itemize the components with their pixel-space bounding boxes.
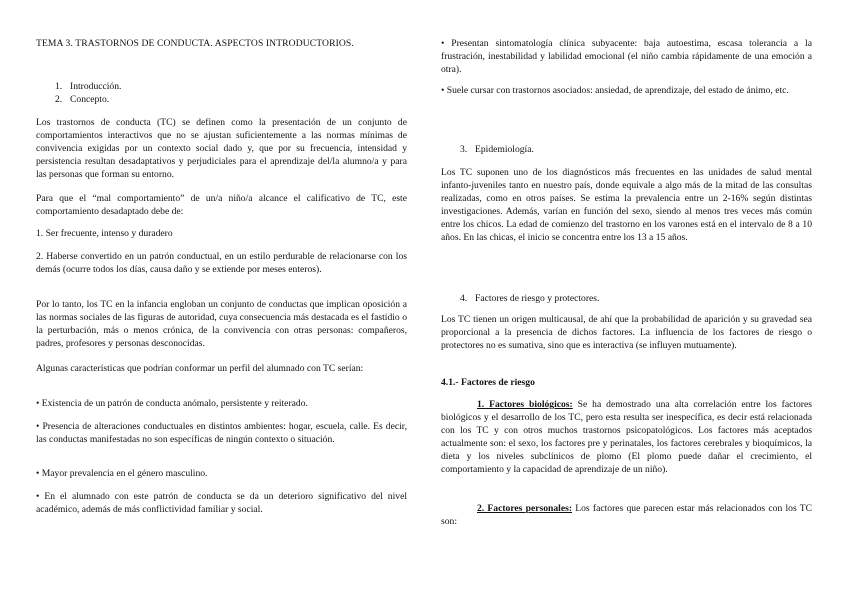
toc-item-2-label: Concepto. [70, 94, 110, 105]
toc-item-1 [55, 80, 121, 93]
toc-item-2 [55, 93, 109, 106]
section-4-title: Factores de riesgo y protectores. [475, 293, 600, 304]
paragraph-requirements-intro: Para que el “mal comportamiento” de un/a niño/a alcance el calificativo de TC, este comportamiento desadaptado debe de: [36, 193, 407, 217]
personal-factors-label: 2. Factores personales: [477, 503, 573, 514]
requirement-2: 2. Haberse convertido en un patrón conductual, en un estilo perdurable de relacionarse con los demás (ocurre todos los días, causa daño y se extiende por meses enteros). [36, 251, 407, 275]
requirement-1: 1. Ser frecuente, intenso y duradero [36, 228, 173, 239]
paragraph-definition: Los trastornos de conducta (TC) se definen como la presentación de un conjunto de comportamientos interactivos que no se ajustan suficientemente a las normas mínimas de convivencia exigidas por un contexto social dado y, que por su frecuencia, intensidad y persistencia resultan desadaptativos y perjudiciales para el aprendizaje del/la alumno/a y para las personas que forman su entorno. [36, 117, 407, 180]
paragraph-epidemiology: Los TC suponen uno de los diagnósticos más frecuentes en las unidades de salud mental infanto-juveniles tanto en nuestro país, donde equivale a algo más de la mitad de las consultas realizadas, como en otros países. Se estima la prevalencia entre un 2-16% según distintas investigaciones. Además, varían en función del sexo, siendo al menos tres veces más común entre los chicos. La edad de comienzo del trastorno en los varones está en el intervalo de 8 a 10 años. En las chicas, el inicio se concentra entre los 13 a 15 años. [441, 167, 812, 243]
toc-item-2-number: 2. [55, 94, 63, 105]
paragraph-biological-factors [441, 398, 812, 476]
section-4-number: 4. [460, 293, 468, 304]
paragraph-personal-factors [441, 502, 812, 528]
bullet-associated: • Suele cursar con trastornos asociados: ansiedad, de aprendizaje, del estado de ánimo, etc. [441, 85, 789, 96]
toc-item-1-number: 1. [55, 81, 63, 92]
section-heading-3 [460, 143, 534, 156]
toc-item-1-label: Introducción. [70, 81, 122, 92]
section-heading-4 [460, 292, 599, 305]
bullet-symptoms: • Presentan sintomatología clínica subyacente: baja autoestima, escasa tolerancia a la frustración, inestabilidad y labilidad emocional (el niño cambia rápidamente de una emoción a otra). [441, 38, 812, 75]
subsection-heading-4-1: 4.1.- Factores de riesgo [441, 377, 535, 388]
biological-factors-label: 1. Factores biológicos: [477, 399, 573, 410]
paragraph-multicausal: Los TC tienen un origen multicausal, de ahí que la probabilidad de aparición y su gravedad sea proporcional a la presencia de dichos factores. La influencia de los factores de riesgo o protectores no es sumativa, sino que es interactiva (se influyen mutuamente). [441, 314, 812, 351]
bullet-academic: • En el alumnado con este patrón de conducta se da un deterioro significativo del nivel académico, además de más conflictividad familiar y social. [36, 491, 407, 515]
paragraph-tc-infancia: Por lo tanto, los TC en la infancia engloban un conjunto de conductas que implican oposición a las normas sociales de las figuras de autoridad, cuya consecuencia más destacada es el fastidio o la perturbación, más o menos crónica, de la convivencia con otras personas: compañeros, padres, profesores y personas desconocidas. [36, 299, 407, 349]
paragraph-characteristics-intro: Algunas características que podrían conformar un perfil del alumnado con TC serían: [36, 363, 364, 374]
section-3-title: Epidemiología. [475, 144, 534, 155]
bullet-pattern: • Existencia de un patrón de conducta anómalo, persistente y reiterado. [36, 398, 308, 409]
bullet-environments: • Presencia de alteraciones conductuales en distintos ambientes: hogar, escuela, calle. Es decir, las conductas manifestadas no son específicas de ningún contexto o situación. [36, 421, 407, 445]
document-title: TEMA 3. TRASTORNOS DE CONDUCTA. ASPECTOS INTRODUCTORIOS. [36, 38, 354, 49]
biological-factors-text: Se ha demostrado una alta correlación entre los factores biológicos y el desarrollo de los TC, pero esta resulta ser inespecífica, es decir está relacionada con los TC y con otros muchos trastornos psicopatológicos. Los factores más aceptados actualmente son: el sexo, los factores pre y perinatales, los factores cerebrales y bioquímicos, la dieta y los niveles subclínicos de plomo (El plomo puede dañar el crecimiento, el comportamiento y la capacidad de aprendizaje de un niño). [441, 399, 812, 475]
personal-factors-text: Los factores que parecen estar más relacionados con los TC son: [441, 503, 813, 527]
section-3-number: 3. [460, 144, 468, 155]
bullet-prevalence: • Mayor prevalencia en el género masculino. [36, 468, 208, 479]
